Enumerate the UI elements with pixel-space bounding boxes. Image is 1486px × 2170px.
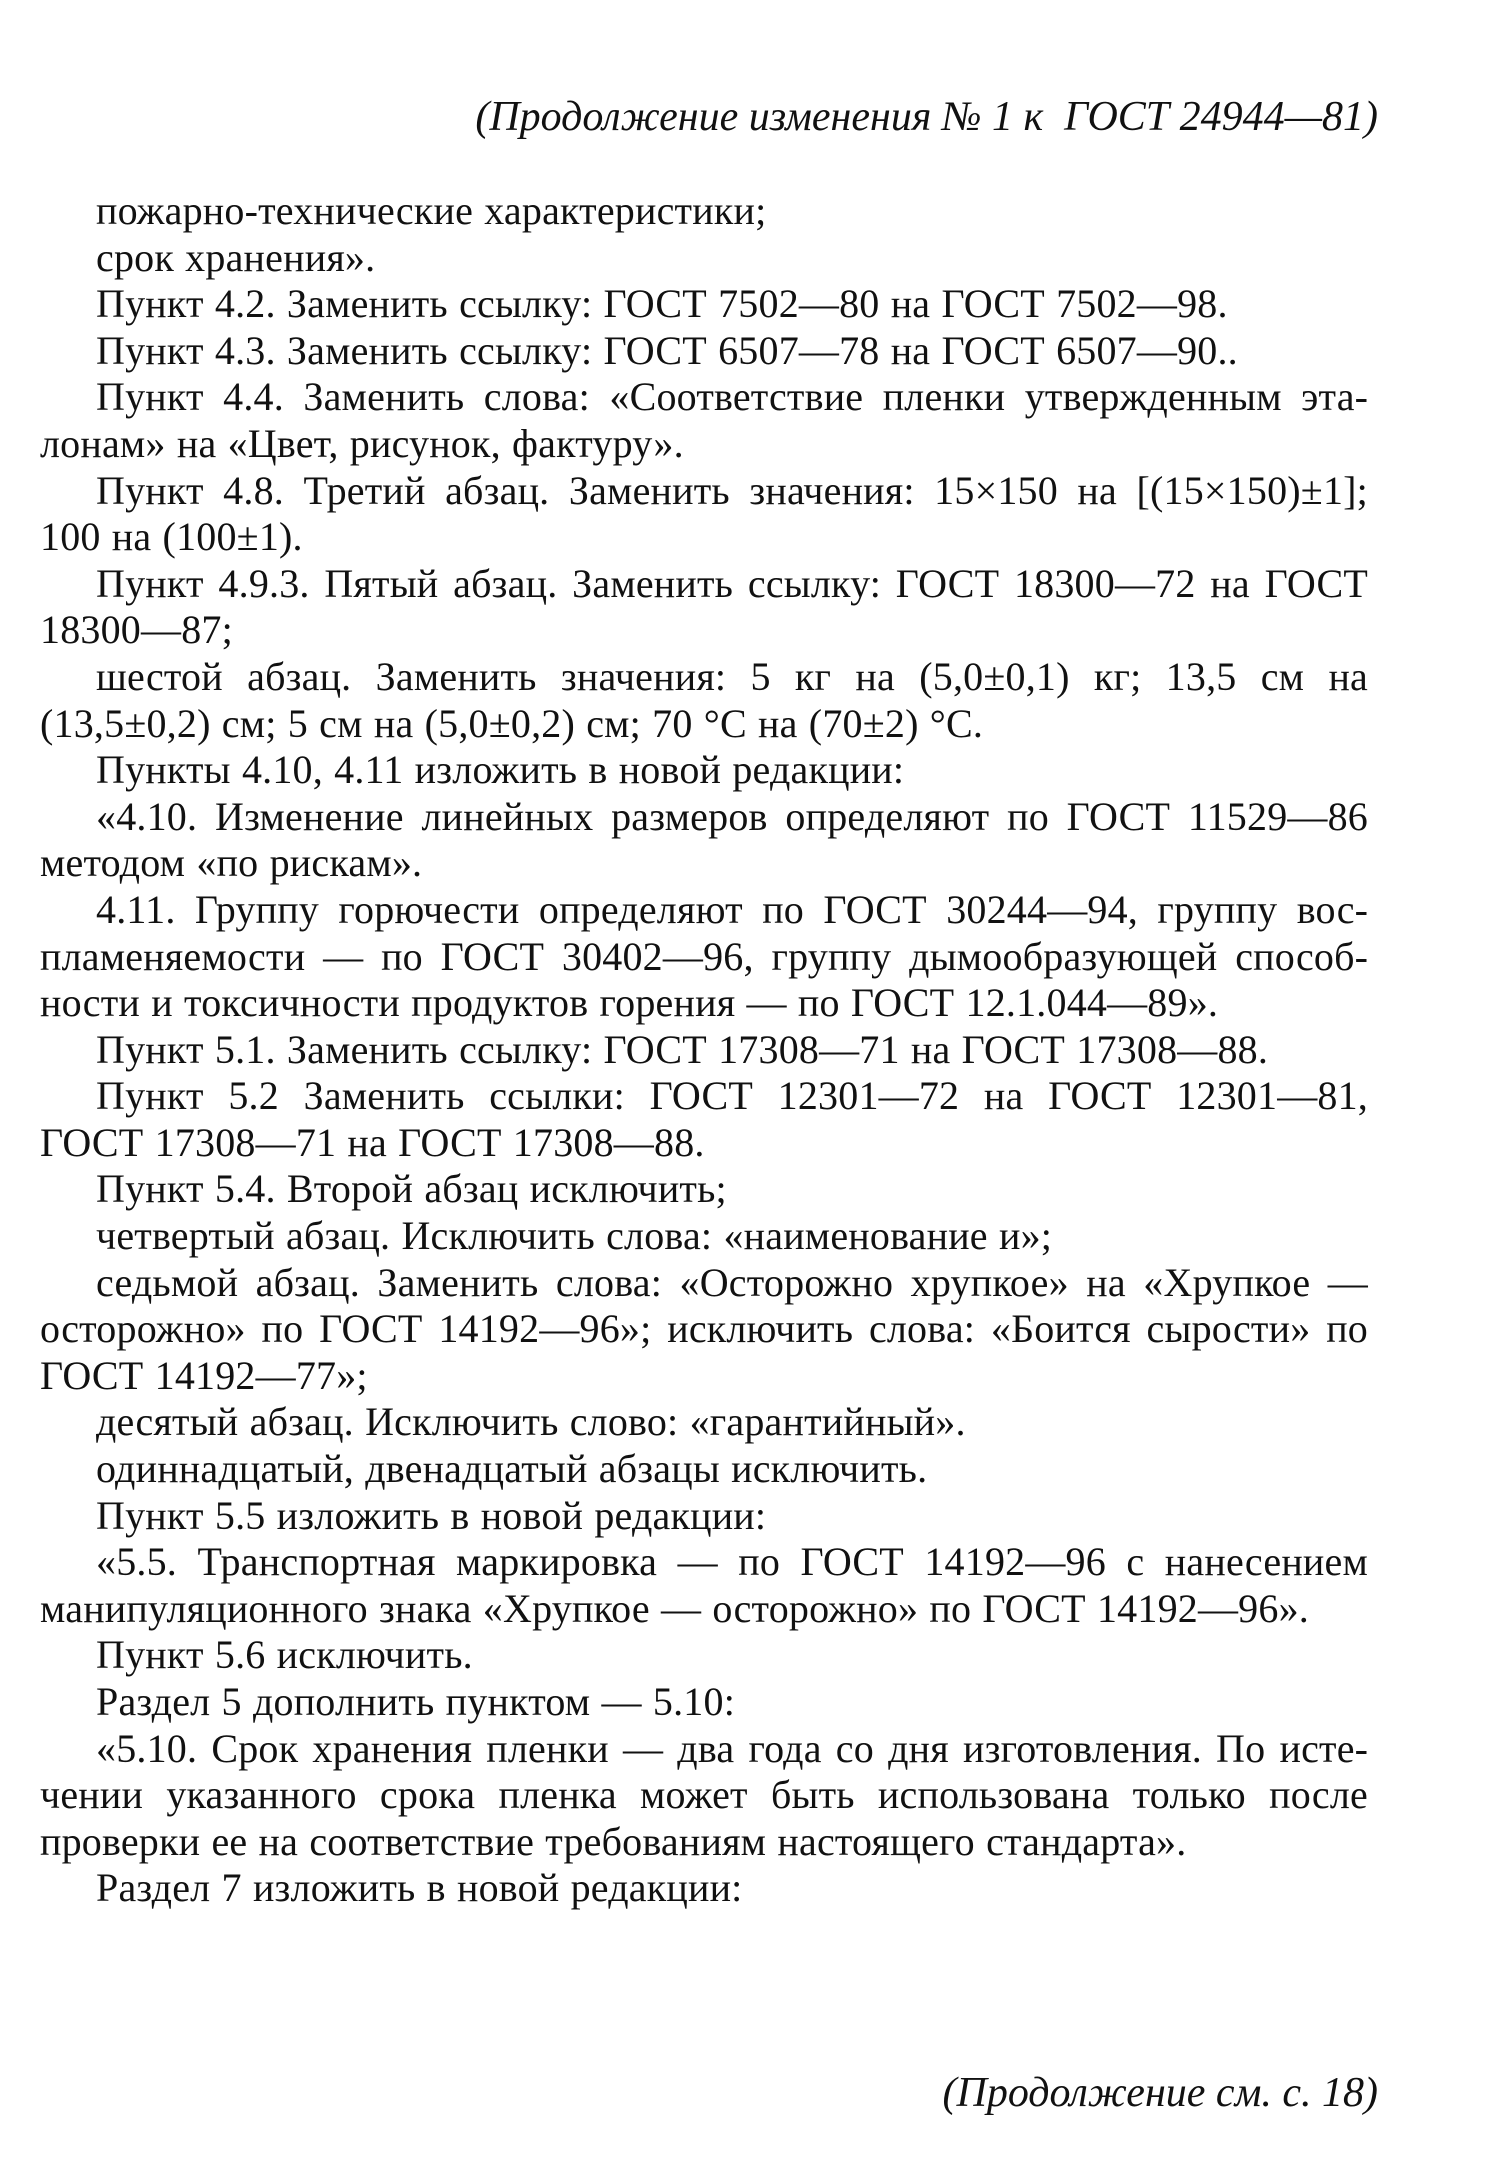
page-footer: (Продолжение см. с. 18) xyxy=(942,2070,1378,2116)
paragraph: десятый абзац. Исключить слово: «гарантийный». xyxy=(96,1399,966,1445)
paragraph: Пункт 4.3. Заменить ссылку: ГОСТ 6507—78 на ГОСТ 6507—90.. xyxy=(96,327,1238,373)
paragraph: шестой абзац. Заменить значения: 5 кг на (5,0±0,1) кг; 13,5 см на (13,5±0,2) см; 5 см на (5,0±0,2) см; 70 °С на (70±2) °С. xyxy=(40,653,1368,746)
paragraph: Пункт 4.9.3. Пятый абзац. Заменить ссылку: ГОСТ 18300—72 на ГОСТ 18300—87; xyxy=(40,560,1368,653)
paragraph: седьмой абзац. Заменить слова: «Осторожно хрупкое» на «Хрупкое — осторожно» по ГОСТ 14192—96»; исключить слова: «Боится сырости» по ГОСТ 14192—77»; xyxy=(40,1259,1368,1398)
paragraph: срок хранения». xyxy=(96,234,376,280)
paragraph: «5.10. Срок хранения пленки — два года со дня изготовления. По истечении указанного срока пленка может быть использована только после проверки ее на соответствие требованиям настоящего стандарта». xyxy=(40,1725,1368,1864)
paragraph: «5.5. Транспортная маркировка — по ГОСТ 14192—96 с нанесением манипуляционного знака «Хрупкое — осторожно» по ГОСТ 14192—96». xyxy=(40,1539,1368,1631)
paragraph: одиннадцатый, двенадцатый абзацы исключить. xyxy=(96,1446,928,1492)
paragraph: Пункт 5.2 Заменить ссылки: ГОСТ 12301—72 на ГОСТ 12301—81, ГОСТ 17308—71 на ГОСТ 17308—88. xyxy=(40,1073,1368,1165)
paragraph: Раздел 7 изложить в новой редакции: xyxy=(96,1865,743,1911)
paragraph: четвертый абзац. Исключить слова: «наименование и»; xyxy=(96,1213,1053,1259)
paragraph: Пункт 4.8. Третий абзац. Заменить значения: 15×150 на [(15×150)±1]; 100 на (100±1). xyxy=(40,467,1368,560)
paragraph: Пункт 4.4. Заменить слова: «Соответствие пленки утвержденным эталонам» на «Цвет, рисунок, фактуру». xyxy=(40,374,1368,466)
paragraph: Пункты 4.10, 4.11 изложить в новой редакции: xyxy=(96,747,905,793)
page-header: (Продолжение изменения № 1 к ГОСТ 24944—81) xyxy=(475,94,1378,140)
paragraph: Раздел 5 дополнить пунктом — 5.10: xyxy=(96,1679,736,1724)
paragraph: «4.10. Изменение линейных размеров определяют по ГОСТ 11529—86 методом «по рискам». xyxy=(40,793,1368,886)
paragraph: Пункт 5.1. Заменить ссылку: ГОСТ 17308—71 на ГОСТ 17308—88. xyxy=(96,1026,1269,1072)
paragraph: Пункт 5.5 изложить в новой редакции: xyxy=(96,1492,767,1538)
paragraph: пожарно-технические характеристики; xyxy=(96,188,767,233)
paragraph: Пункт 5.6 исключить. xyxy=(96,1632,473,1678)
paragraph: Пункт 5.4. Второй абзац исключить; xyxy=(96,1166,727,1212)
paragraph: 4.11. Группу горючести определяют по ГОСТ 30244—94, группу воспламеняемости — по ГОСТ 30402—96, группу дымообразующей способности и токсичности продуктов горения — по ГОСТ 12.1.044—89». xyxy=(40,886,1368,1026)
paragraph: Пункт 4.2. Заменить ссылку: ГОСТ 7502—80 на ГОСТ 7502—98. xyxy=(96,281,1228,327)
document-body xyxy=(40,188,1368,1912)
